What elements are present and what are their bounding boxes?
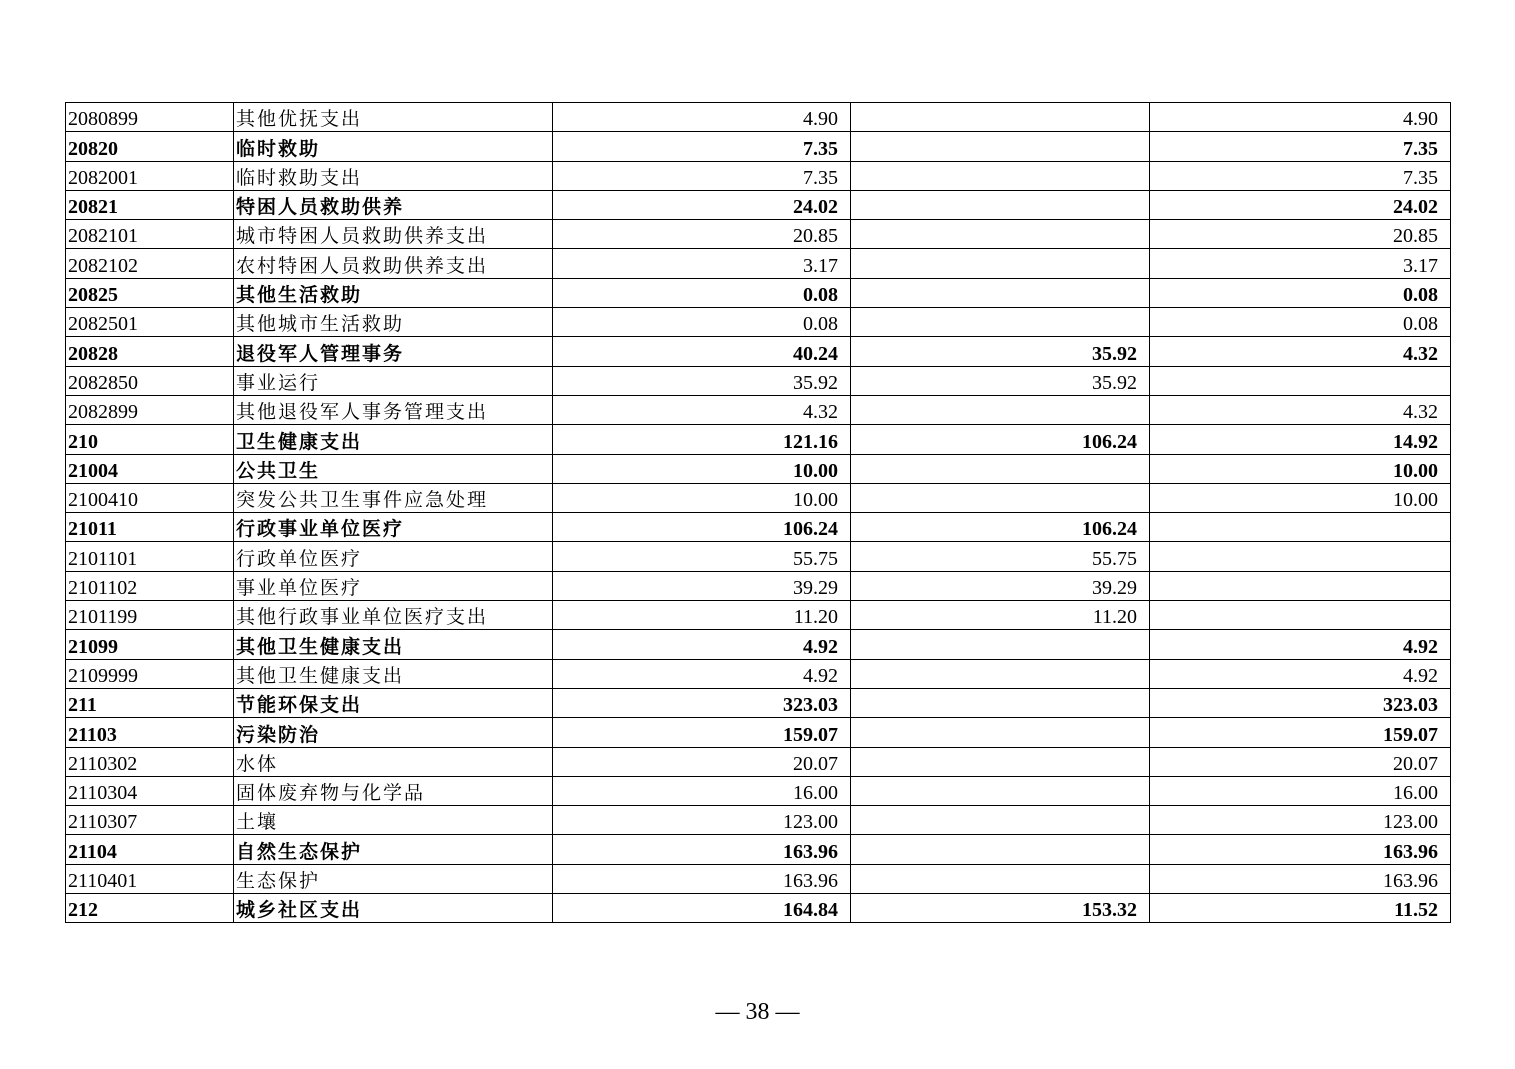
account-name-cell: 其他优抚支出: [234, 103, 553, 132]
account-code-cell: 2109999: [66, 659, 234, 688]
basic-expenditure-cell: [851, 190, 1150, 219]
basic-expenditure-cell: 106.24: [851, 425, 1150, 454]
total-amount-cell: 35.92: [553, 366, 851, 395]
table-row: [66, 132, 1451, 161]
project-expenditure-cell: 10.00: [1150, 454, 1451, 483]
table-row: [66, 366, 1451, 395]
project-expenditure-cell: 14.92: [1150, 425, 1451, 454]
project-expenditure-cell: 163.96: [1150, 835, 1451, 864]
project-expenditure-cell: [1150, 571, 1451, 600]
total-amount-cell: 7.35: [553, 161, 851, 190]
project-expenditure-cell: 7.35: [1150, 161, 1451, 190]
table-row: [66, 601, 1451, 630]
table-row: [66, 454, 1451, 483]
total-amount-cell: 159.07: [553, 718, 851, 747]
account-code-cell: 21104: [66, 835, 234, 864]
project-expenditure-cell: 163.96: [1150, 864, 1451, 893]
project-expenditure-cell: 4.32: [1150, 337, 1451, 366]
account-name-cell: 水体: [234, 747, 553, 776]
project-expenditure-cell: 20.07: [1150, 747, 1451, 776]
account-name-cell: 行政事业单位医疗: [234, 513, 553, 542]
total-amount-cell: 4.32: [553, 395, 851, 424]
total-amount-cell: 3.17: [553, 249, 851, 278]
basic-expenditure-cell: [851, 747, 1150, 776]
account-name-cell: 临时救助支出: [234, 161, 553, 190]
basic-expenditure-cell: 35.92: [851, 337, 1150, 366]
basic-expenditure-cell: 11.20: [851, 601, 1150, 630]
basic-expenditure-cell: [851, 308, 1150, 337]
project-expenditure-cell: 11.52: [1150, 894, 1451, 923]
account-code-cell: 2110304: [66, 776, 234, 805]
account-name-cell: 农村特困人员救助供养支出: [234, 249, 553, 278]
table-row: [66, 278, 1451, 307]
account-code-cell: 2082101: [66, 220, 234, 249]
total-amount-cell: 10.00: [553, 483, 851, 512]
project-expenditure-cell: 7.35: [1150, 132, 1451, 161]
table-row: [66, 220, 1451, 249]
total-amount-cell: 10.00: [553, 454, 851, 483]
account-name-cell: 事业运行: [234, 366, 553, 395]
table-row: [66, 718, 1451, 747]
account-code-cell: 2082899: [66, 395, 234, 424]
account-name-cell: 固体废弃物与化学品: [234, 776, 553, 805]
basic-expenditure-cell: 35.92: [851, 366, 1150, 395]
account-code-cell: 2110307: [66, 806, 234, 835]
account-name-cell: 其他城市生活救助: [234, 308, 553, 337]
account-code-cell: 21004: [66, 454, 234, 483]
project-expenditure-cell: 20.85: [1150, 220, 1451, 249]
project-expenditure-cell: 4.92: [1150, 659, 1451, 688]
table-row: [66, 630, 1451, 659]
account-code-cell: 2082102: [66, 249, 234, 278]
total-amount-cell: 4.90: [553, 103, 851, 132]
account-code-cell: 2110401: [66, 864, 234, 893]
account-code-cell: 2101101: [66, 542, 234, 571]
table-row: [66, 337, 1451, 366]
table-row: [66, 103, 1451, 132]
account-name-cell: 行政单位医疗: [234, 542, 553, 571]
account-name-cell: 事业单位医疗: [234, 571, 553, 600]
total-amount-cell: 163.96: [553, 864, 851, 893]
basic-expenditure-cell: [851, 249, 1150, 278]
basic-expenditure-cell: 39.29: [851, 571, 1150, 600]
table-row: [66, 161, 1451, 190]
account-code-cell: 210: [66, 425, 234, 454]
account-code-cell: 2101102: [66, 571, 234, 600]
basic-expenditure-cell: [851, 835, 1150, 864]
table-row: [66, 249, 1451, 278]
table-row: [66, 747, 1451, 776]
basic-expenditure-cell: [851, 630, 1150, 659]
total-amount-cell: 55.75: [553, 542, 851, 571]
account-code-cell: 21099: [66, 630, 234, 659]
account-name-cell: 其他退役军人事务管理支出: [234, 395, 553, 424]
account-code-cell: 2110302: [66, 747, 234, 776]
account-name-cell: 临时救助: [234, 132, 553, 161]
table-row: [66, 190, 1451, 219]
basic-expenditure-cell: [851, 806, 1150, 835]
project-expenditure-cell: 10.00: [1150, 483, 1451, 512]
page-number: — 38 —: [715, 999, 800, 1025]
account-name-cell: 土壤: [234, 806, 553, 835]
table-row: [66, 835, 1451, 864]
basic-expenditure-cell: 55.75: [851, 542, 1150, 571]
basic-expenditure-cell: [851, 103, 1150, 132]
account-code-cell: 2082001: [66, 161, 234, 190]
account-code-cell: 212: [66, 894, 234, 923]
account-name-cell: 污染防治: [234, 718, 553, 747]
table-row: [66, 395, 1451, 424]
total-amount-cell: 106.24: [553, 513, 851, 542]
project-expenditure-cell: 159.07: [1150, 718, 1451, 747]
basic-expenditure-cell: [851, 776, 1150, 805]
basic-expenditure-cell: 153.32: [851, 894, 1150, 923]
table-row: [66, 894, 1451, 923]
account-code-cell: 20821: [66, 190, 234, 219]
account-code-cell: 211: [66, 688, 234, 717]
account-name-cell: 公共卫生: [234, 454, 553, 483]
account-code-cell: 2082501: [66, 308, 234, 337]
table-row: [66, 688, 1451, 717]
total-amount-cell: 16.00: [553, 776, 851, 805]
total-amount-cell: 40.24: [553, 337, 851, 366]
account-code-cell: 20825: [66, 278, 234, 307]
table-row: [66, 571, 1451, 600]
table-body: [66, 103, 1451, 923]
account-code-cell: 21011: [66, 513, 234, 542]
project-expenditure-cell: 4.90: [1150, 103, 1451, 132]
account-name-cell: 其他卫生健康支出: [234, 630, 553, 659]
budget-table: [65, 102, 1451, 923]
total-amount-cell: 7.35: [553, 132, 851, 161]
project-expenditure-cell: 4.32: [1150, 395, 1451, 424]
total-amount-cell: 163.96: [553, 835, 851, 864]
basic-expenditure-cell: 106.24: [851, 513, 1150, 542]
table-row: [66, 425, 1451, 454]
total-amount-cell: 121.16: [553, 425, 851, 454]
account-code-cell: 2101199: [66, 601, 234, 630]
table-row: [66, 806, 1451, 835]
account-name-cell: 生态保护: [234, 864, 553, 893]
basic-expenditure-cell: [851, 220, 1150, 249]
account-name-cell: 卫生健康支出: [234, 425, 553, 454]
table-row: [66, 542, 1451, 571]
total-amount-cell: 20.07: [553, 747, 851, 776]
total-amount-cell: 24.02: [553, 190, 851, 219]
table-row: [66, 513, 1451, 542]
basic-expenditure-cell: [851, 161, 1150, 190]
account-code-cell: 2080899: [66, 103, 234, 132]
total-amount-cell: 20.85: [553, 220, 851, 249]
account-name-cell: 自然生态保护: [234, 835, 553, 864]
account-code-cell: 2082850: [66, 366, 234, 395]
basic-expenditure-cell: [851, 688, 1150, 717]
project-expenditure-cell: 0.08: [1150, 308, 1451, 337]
account-code-cell: 2100410: [66, 483, 234, 512]
table-row: [66, 776, 1451, 805]
account-name-cell: 退役军人管理事务: [234, 337, 553, 366]
basic-expenditure-cell: [851, 278, 1150, 307]
project-expenditure-cell: 323.03: [1150, 688, 1451, 717]
total-amount-cell: 4.92: [553, 630, 851, 659]
basic-expenditure-cell: [851, 395, 1150, 424]
account-name-cell: 其他卫生健康支出: [234, 659, 553, 688]
table-row: [66, 308, 1451, 337]
project-expenditure-cell: 24.02: [1150, 190, 1451, 219]
account-name-cell: 城市特困人员救助供养支出: [234, 220, 553, 249]
account-code-cell: 20820: [66, 132, 234, 161]
total-amount-cell: 123.00: [553, 806, 851, 835]
project-expenditure-cell: 3.17: [1150, 249, 1451, 278]
account-name-cell: 突发公共卫生事件应急处理: [234, 483, 553, 512]
total-amount-cell: 0.08: [553, 308, 851, 337]
project-expenditure-cell: 123.00: [1150, 806, 1451, 835]
account-code-cell: 21103: [66, 718, 234, 747]
project-expenditure-cell: [1150, 513, 1451, 542]
table-row: [66, 483, 1451, 512]
basic-expenditure-cell: [851, 454, 1150, 483]
project-expenditure-cell: [1150, 542, 1451, 571]
account-name-cell: 节能环保支出: [234, 688, 553, 717]
account-name-cell: 城乡社区支出: [234, 894, 553, 923]
account-name-cell: 其他生活救助: [234, 278, 553, 307]
account-name-cell: 特困人员救助供养: [234, 190, 553, 219]
total-amount-cell: 323.03: [553, 688, 851, 717]
project-expenditure-cell: [1150, 366, 1451, 395]
project-expenditure-cell: [1150, 601, 1451, 630]
account-name-cell: 其他行政事业单位医疗支出: [234, 601, 553, 630]
basic-expenditure-cell: [851, 483, 1150, 512]
total-amount-cell: 11.20: [553, 601, 851, 630]
basic-expenditure-cell: [851, 659, 1150, 688]
table-row: [66, 864, 1451, 893]
basic-expenditure-cell: [851, 132, 1150, 161]
total-amount-cell: 39.29: [553, 571, 851, 600]
project-expenditure-cell: 16.00: [1150, 776, 1451, 805]
basic-expenditure-cell: [851, 718, 1150, 747]
basic-expenditure-cell: [851, 864, 1150, 893]
table-row: [66, 659, 1451, 688]
project-expenditure-cell: 0.08: [1150, 278, 1451, 307]
project-expenditure-cell: 4.92: [1150, 630, 1451, 659]
total-amount-cell: 164.84: [553, 894, 851, 923]
total-amount-cell: 0.08: [553, 278, 851, 307]
total-amount-cell: 4.92: [553, 659, 851, 688]
account-code-cell: 20828: [66, 337, 234, 366]
